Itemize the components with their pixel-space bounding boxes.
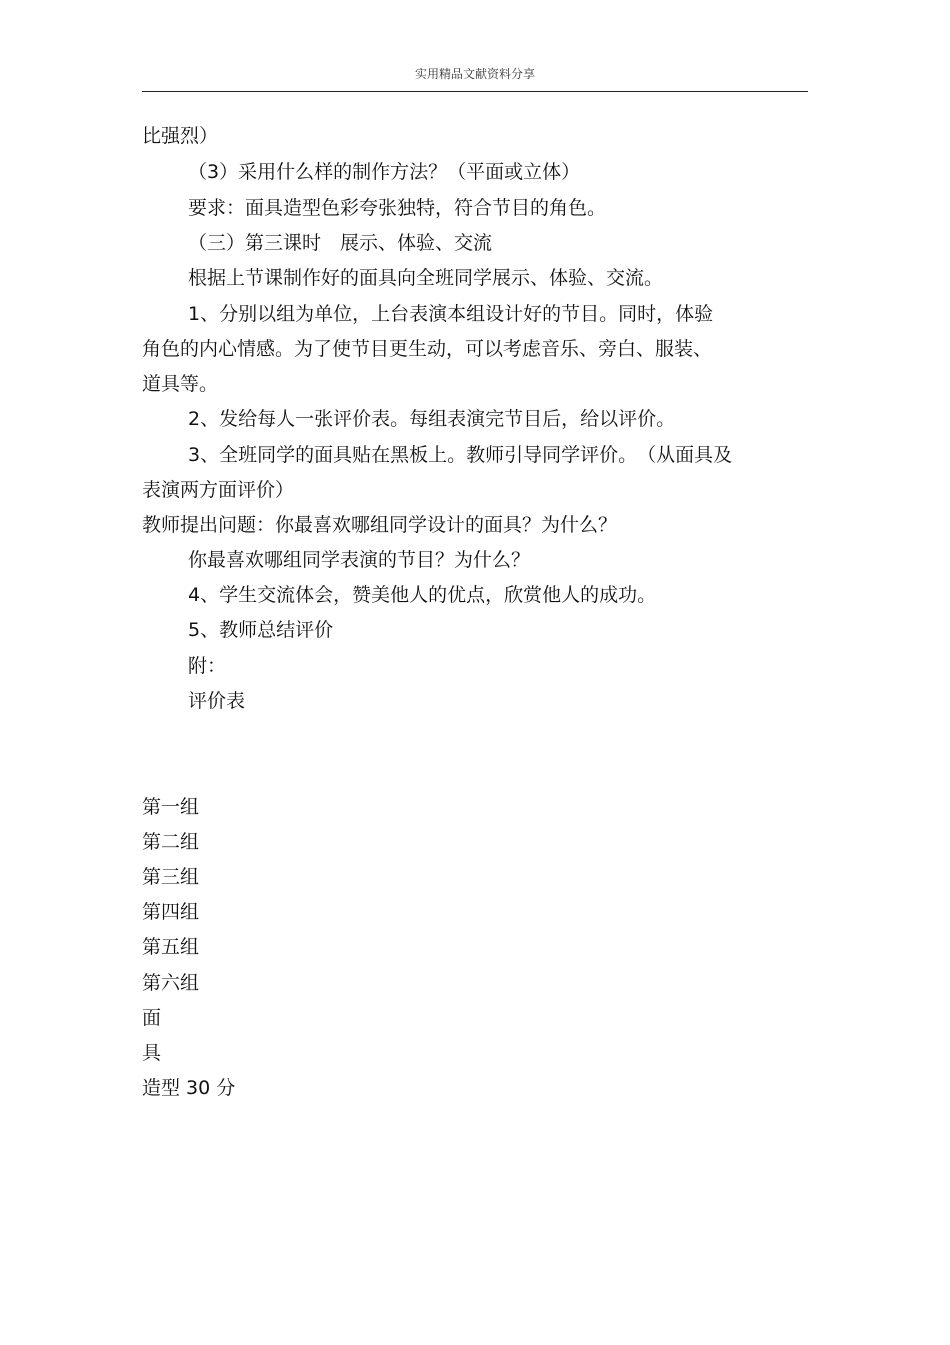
table-cell: 第五组 bbox=[142, 936, 200, 958]
body-line: 表演两方面评价） bbox=[142, 479, 295, 501]
body-line: 3、全班同学的面具贴在黑板上。教师引导同学评价。 （从面具及 bbox=[188, 444, 733, 466]
body-line: （3）采用什么样的制作方法？（平面或立体） bbox=[188, 161, 581, 183]
body-line: 1、分别以组为单位，上台表演本组设计好的节目。同时，体验 bbox=[188, 303, 714, 325]
table-cell: 面 bbox=[142, 1007, 162, 1029]
section-heading: （三）第三课时 展示、体验、交流 bbox=[188, 232, 493, 254]
table-cell: 第二组 bbox=[142, 831, 200, 853]
table-cell: 造型 30 分 bbox=[142, 1077, 236, 1099]
body-line: 5、教师总结评价 bbox=[188, 619, 334, 641]
page-header: 实用精品文献资料分享 bbox=[414, 67, 535, 81]
body-line: 2、发给每人一张评价表。每组表演完节目后，给以评价。 bbox=[188, 408, 676, 430]
body-line: 你最喜欢哪组同学表演的节目？为什么？ bbox=[188, 549, 531, 571]
table-title: 评价表 bbox=[188, 690, 246, 712]
body-line: 道具等。 bbox=[142, 373, 219, 395]
body-line: 根据上节课制作好的面具向全班同学展示、体验、交流。 bbox=[188, 267, 664, 289]
table-cell: 第六组 bbox=[142, 972, 200, 994]
body-line: 要求：面具造型色彩夸张独特，符合节目的角色。 bbox=[188, 197, 607, 219]
table-cell: 第三组 bbox=[142, 866, 200, 888]
body-line: 4、学生交流体会，赞美他人的优点，欣赏他人的成功。 bbox=[188, 584, 657, 606]
header-divider bbox=[142, 91, 808, 92]
table-cell: 具 bbox=[142, 1042, 162, 1064]
table-cell: 第四组 bbox=[142, 901, 200, 923]
body-line: 比强烈） bbox=[142, 125, 219, 147]
body-line: 附： bbox=[188, 655, 227, 677]
body-line: 角色的内心情感。为了使节目更生动，可以考虑音乐、旁白、服装、 bbox=[142, 338, 713, 360]
body-line: 教师提出问题：你最喜欢哪组同学设计的面具？为什么？ bbox=[142, 514, 618, 536]
table-cell: 第一组 bbox=[142, 796, 200, 818]
